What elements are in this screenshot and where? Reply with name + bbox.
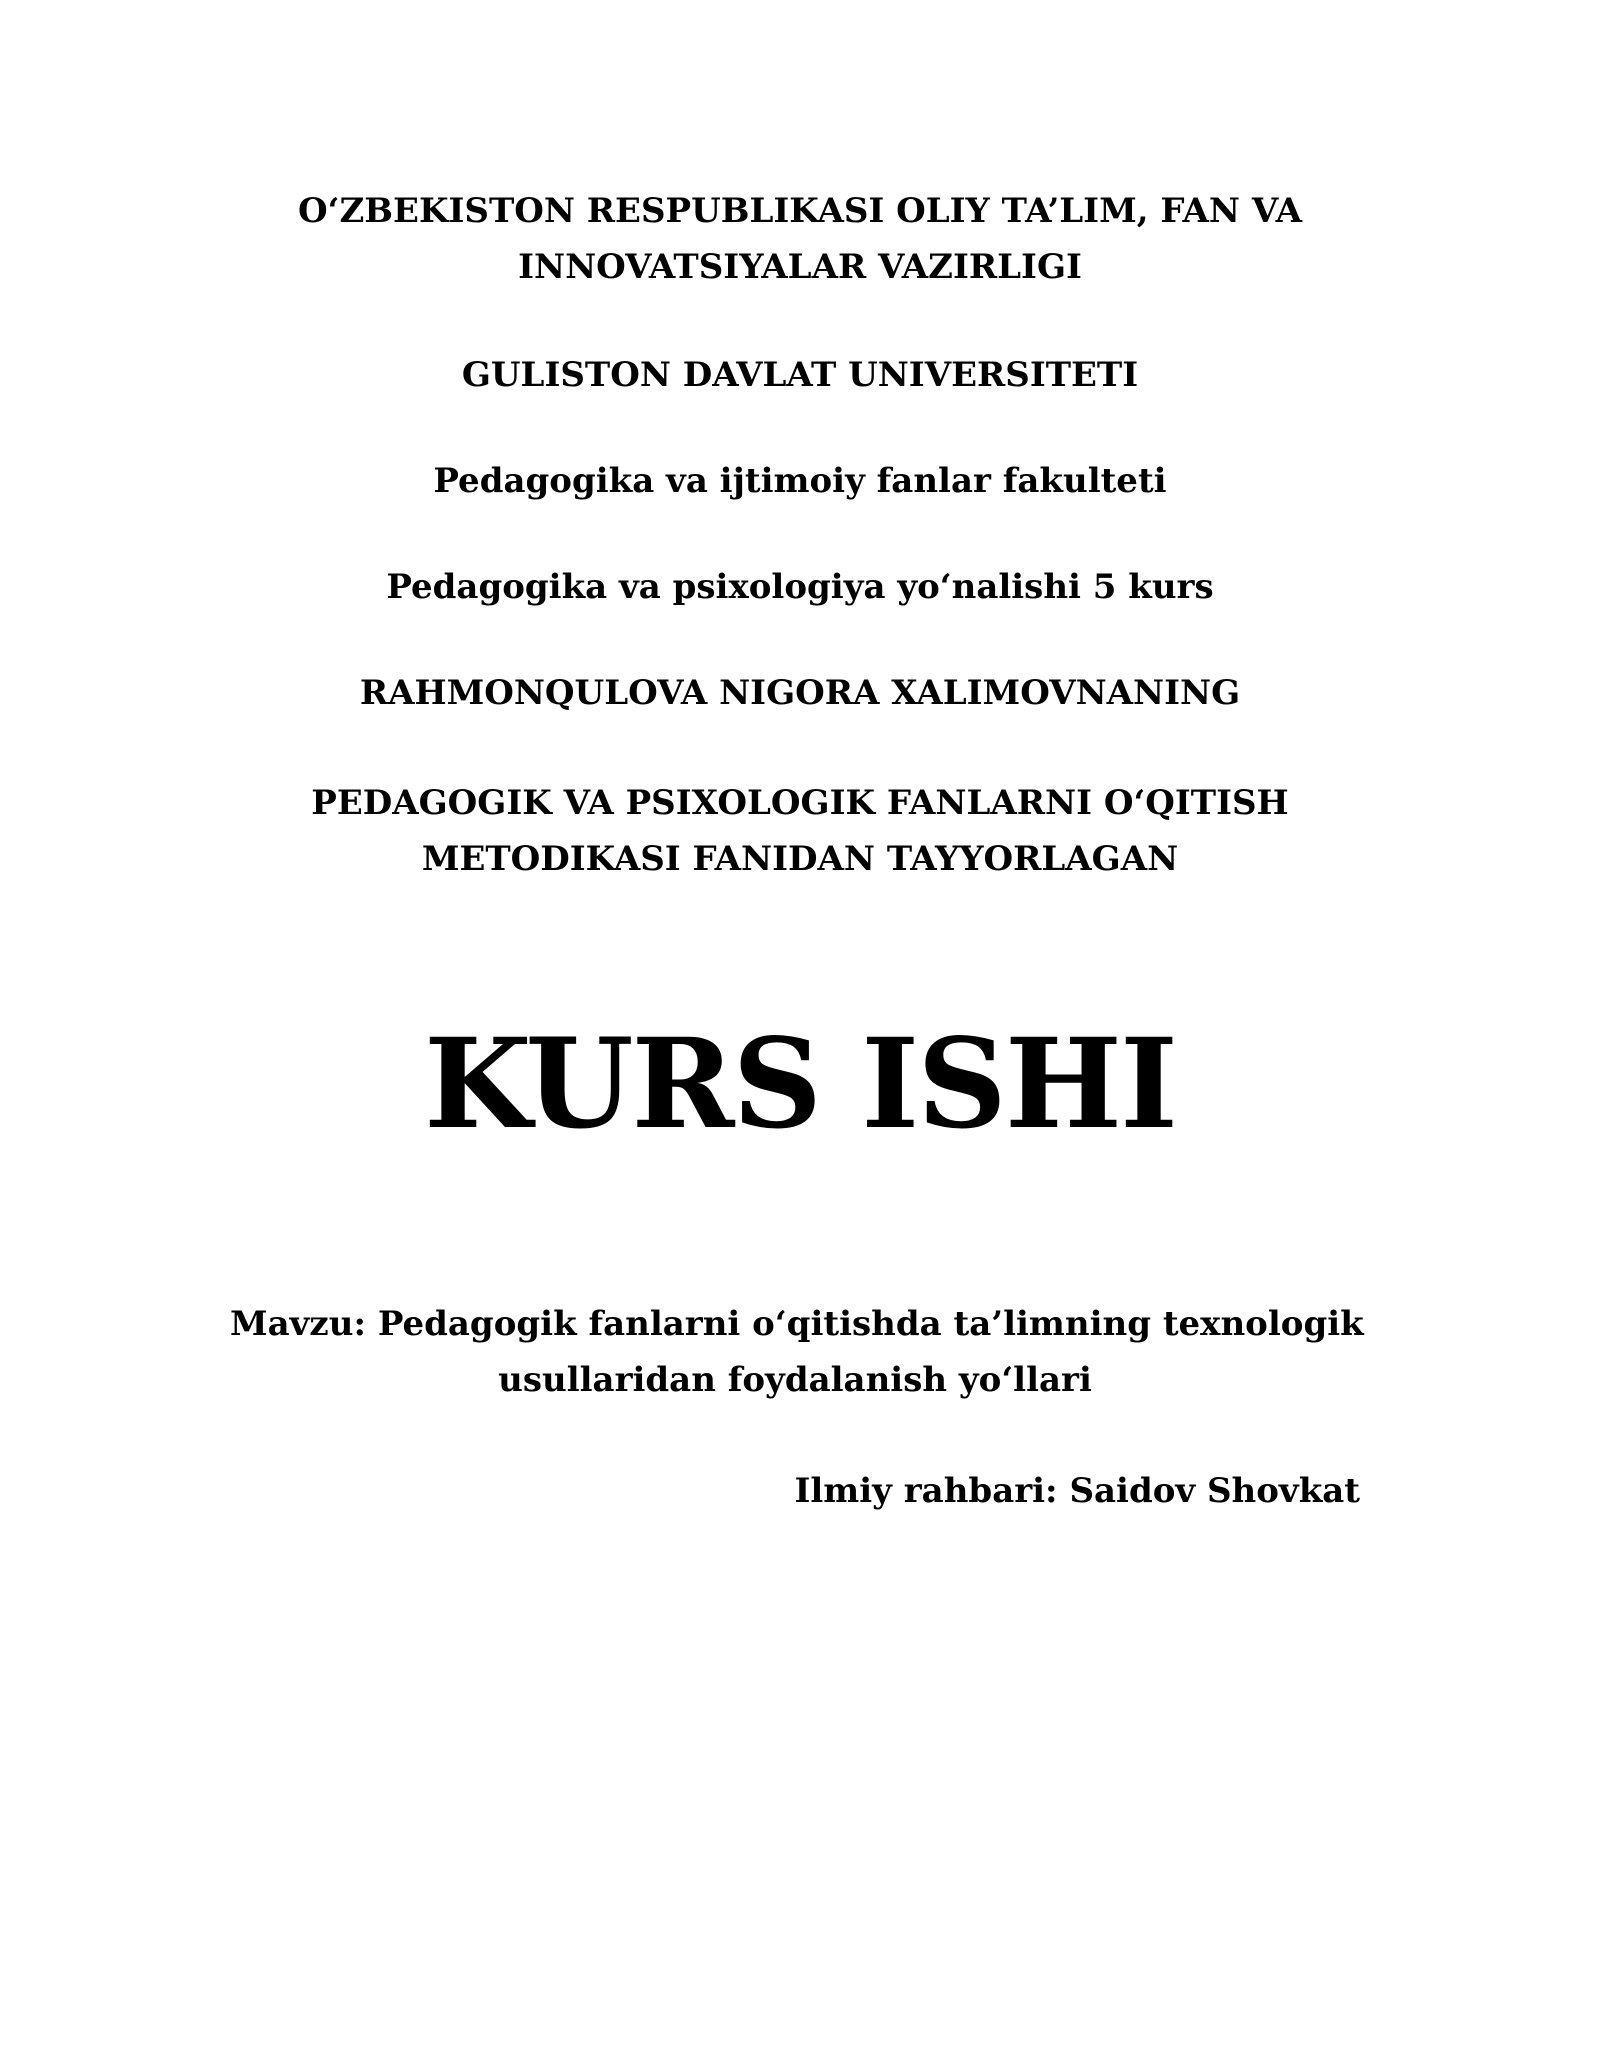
scientific-advisor: Ilmiy rahbari: Saidov Shovkat <box>794 1471 1360 1511</box>
topic-line-1: Mavzu: Pedagogik fanlarni o‘qitishda ta’limning texnologik <box>230 1304 1364 1344</box>
student-name: RAHMONQULOVA NIGORA XALIMOVNANING <box>359 673 1241 713</box>
subject-line-2: METODIKASI FANIDAN TAYYORLAGAN <box>421 839 1179 879</box>
topic-line-2: usullaridan foydalanish yo‘llari <box>498 1360 1092 1400</box>
university-name: GULISTON DAVLAT UNIVERSITETI <box>461 355 1139 395</box>
ministry-line-1: O‘ZBEKISTON RESPUBLIKASI OLIY TA’LIM, FAN VA <box>298 191 1302 231</box>
course-info: Pedagogika va psixologiya yo‘nalishi 5 kurs <box>386 567 1214 607</box>
document-title: KURS ISHI <box>424 1012 1176 1157</box>
topic <box>230 1296 1364 1408</box>
subject-name <box>0 775 1600 887</box>
faculty-name: Pedagogika va ijtimoiy fanlar fakulteti <box>433 461 1167 501</box>
ministry-line-2: INNOVATSIYALAR VAZIRLIGI <box>518 247 1082 287</box>
subject-line-1: PEDAGOGIK VA PSIXOLOGIK FANLARNI O‘QITISH <box>311 783 1289 823</box>
ministry-name <box>0 183 1600 295</box>
